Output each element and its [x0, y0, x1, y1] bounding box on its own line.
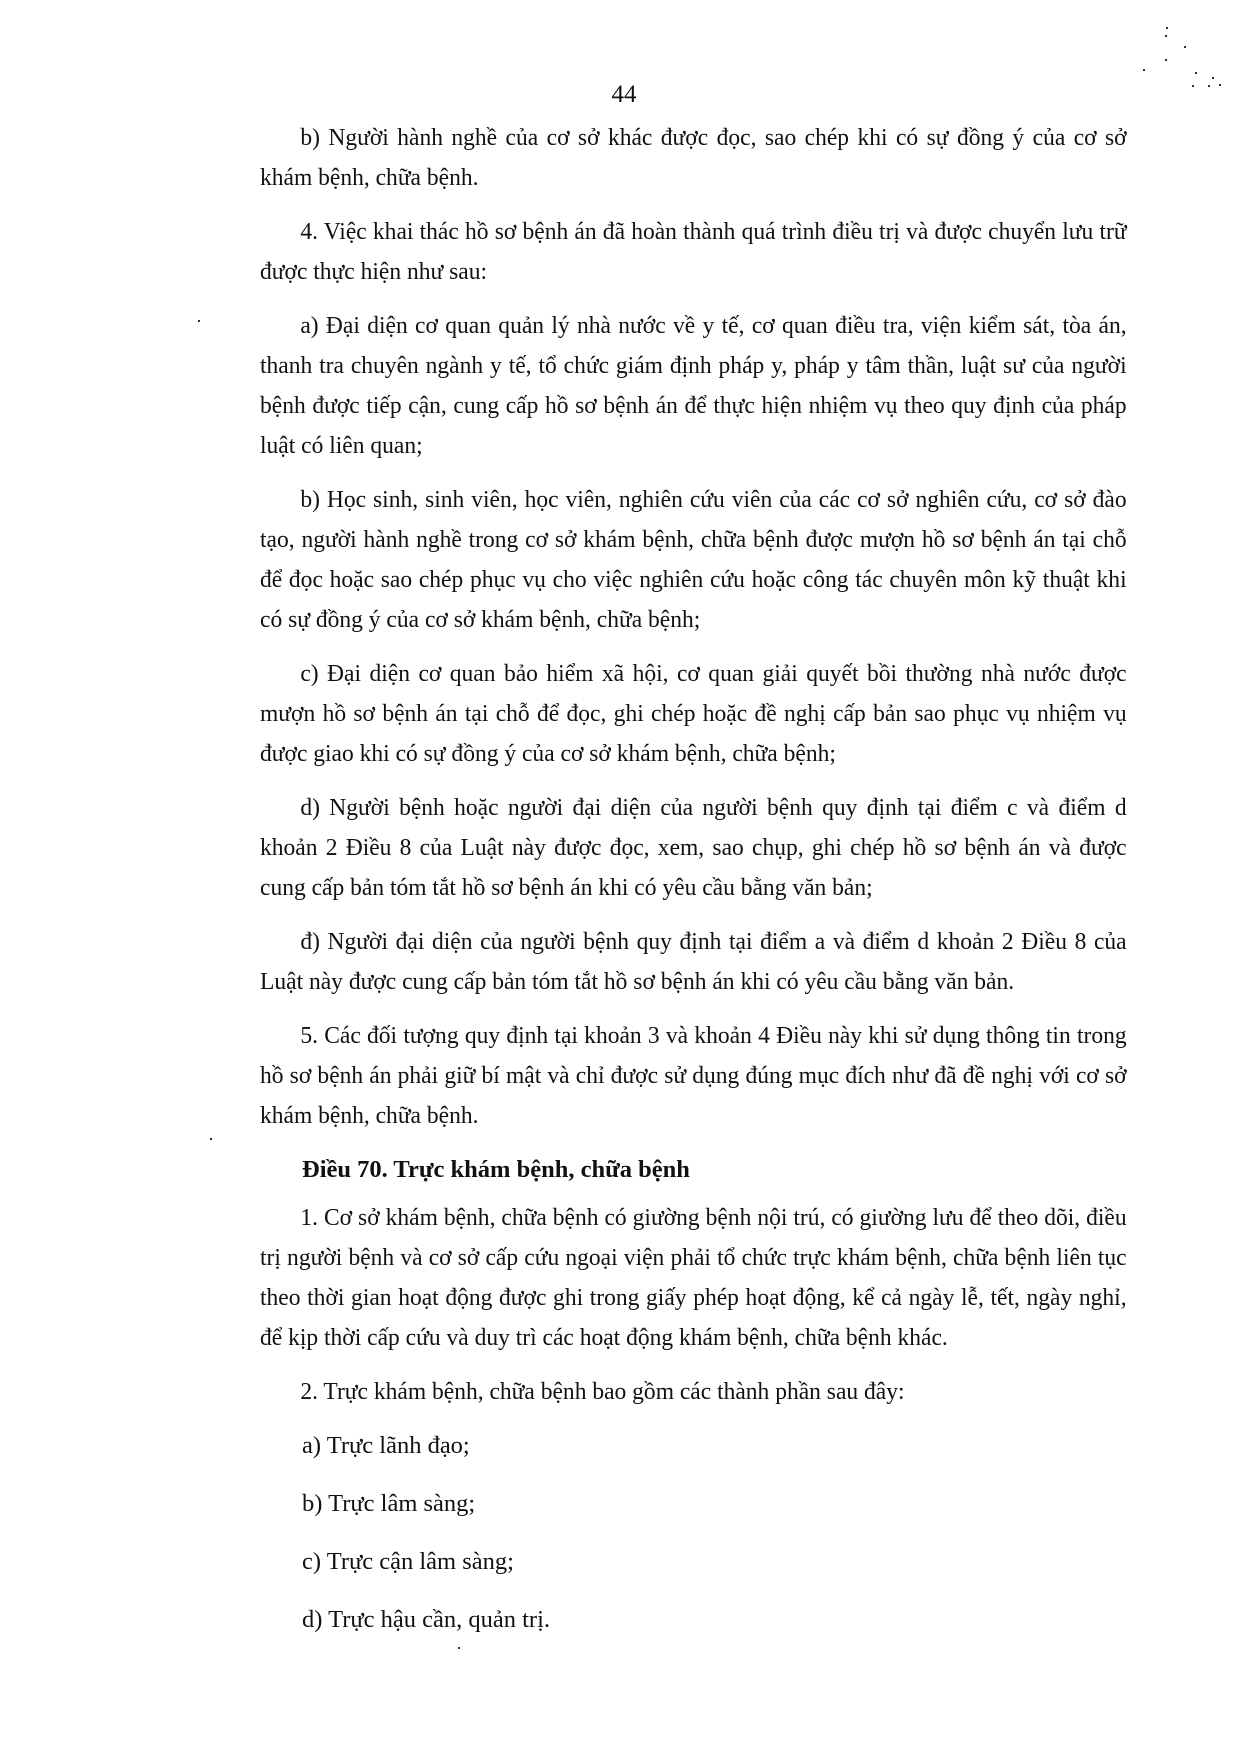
scan-speck — [1166, 27, 1168, 29]
scan-speck — [1192, 85, 1194, 87]
scan-speck — [1184, 46, 1186, 48]
scan-speck — [458, 1647, 460, 1649]
paragraph-clause-4b: b) Học sinh, sinh viên, học viên, nghiên cứu viên của các cơ sở nghiên cứu, cơ sở đào tạo, người hành nghề trong cơ sở khám bệnh, chữa bệnh được mượn hồ sơ bệnh án tại chỗ để đọc hoặc sao chép phục vụ cho việc nghiên cứu hoặc công tác chuyên môn kỹ thuật khi có sự đồng ý của cơ sở khám bệnh, chữa bệnh; — [260, 486, 1127, 633]
list-item: d) Trực hậu cần, quản trị. — [302, 1606, 551, 1633]
scan-speck — [1143, 69, 1145, 71]
scan-speck — [1195, 72, 1197, 74]
scan-speck — [1165, 35, 1167, 37]
paragraph-clause-4: 4. Việc khai thác hồ sơ bệnh án đã hoàn thành quá trình điều trị và được chuyển lưu trữ được thực hiện như sau: — [260, 218, 1127, 285]
paragraph-clause-5: 5. Các đối tượng quy định tại khoản 3 và khoản 4 Điều này khi sử dụng thông tin trong hồ sơ bệnh án phải giữ bí mật và chỉ được sử dụng đúng mục đích như đã đề nghị với cơ sở khám bệnh, chữa bệnh. — [260, 1022, 1127, 1129]
scan-speck — [1219, 84, 1221, 86]
article-paragraph-2: 2. Trực khám bệnh, chữa bệnh bao gồm các thành phần sau đây: — [300, 1378, 905, 1405]
paragraph-clause-4d: d) Người bệnh hoặc người đại diện của người bệnh quy định tại điểm c và điểm d khoản 2 Điều 8 của Luật này được đọc, xem, sao chụp, ghi chép hồ sơ bệnh án và được cung cấp bản tóm tắt hồ sơ bệnh án khi có yêu cầu bằng văn bản; — [260, 794, 1127, 901]
list-item: a) Trực lãnh đạo; — [302, 1432, 470, 1459]
scan-speck — [1208, 85, 1210, 87]
page-number: 44 — [611, 81, 637, 108]
scan-speck — [210, 1138, 212, 1140]
scan-speck — [1165, 59, 1167, 61]
list-item: b) Trực lâm sàng; — [302, 1490, 476, 1517]
paragraph-clause-4dd: đ) Người đại diện của người bệnh quy định tại điểm a và điểm d khoản 2 Điều 8 của Luật này được cung cấp bản tóm tắt hồ sơ bệnh án khi có yêu cầu bằng văn bản. — [260, 928, 1127, 995]
paragraph-clause-4c: c) Đại diện cơ quan bảo hiểm xã hội, cơ quan giải quyết bồi thường nhà nước được mượn hồ sơ bệnh án tại chỗ để đọc, ghi chép hoặc đề nghị cấp bản sao phục vụ nhiệm vụ được giao khi có sự đồng ý của cơ sở khám bệnh, chữa bệnh; — [260, 660, 1127, 767]
paragraph-3b-continued: b) Người hành nghề của cơ sở khác được đọc, sao chép khi có sự đồng ý của cơ sở khám bệnh, chữa bệnh. — [260, 124, 1127, 191]
article-paragraph-1: 1. Cơ sở khám bệnh, chữa bệnh có giường bệnh nội trú, có giường lưu để theo dõi, điều trị người bệnh và cơ sở cấp cứu ngoại viện phải tổ chức trực khám bệnh, chữa bệnh liên tục theo thời gian hoạt động được ghi trong giấy phép hoạt động, kể cả ngày lễ, tết, ngày nghỉ, để kịp thời cấp cứu và duy trì các hoạt động khám bệnh, chữa bệnh khác. — [260, 1204, 1127, 1351]
scan-speck — [1212, 77, 1214, 79]
document-body — [260, 118, 1128, 1658]
scan-speck — [198, 320, 200, 322]
article-heading: Điều 70. Trực khám bệnh, chữa bệnh — [302, 1156, 690, 1183]
paragraph-clause-4a: a) Đại diện cơ quan quản lý nhà nước về y tế, cơ quan điều tra, viện kiểm sát, tòa án, thanh tra chuyên ngành y tế, tổ chức giám định pháp y, pháp y tâm thần, luật sư của người bệnh được tiếp cận, cung cấp hồ sơ bệnh án để thực hiện nhiệm vụ theo quy định của pháp luật có liên quan; — [260, 312, 1127, 459]
list-item: c) Trực cận lâm sàng; — [302, 1548, 514, 1575]
